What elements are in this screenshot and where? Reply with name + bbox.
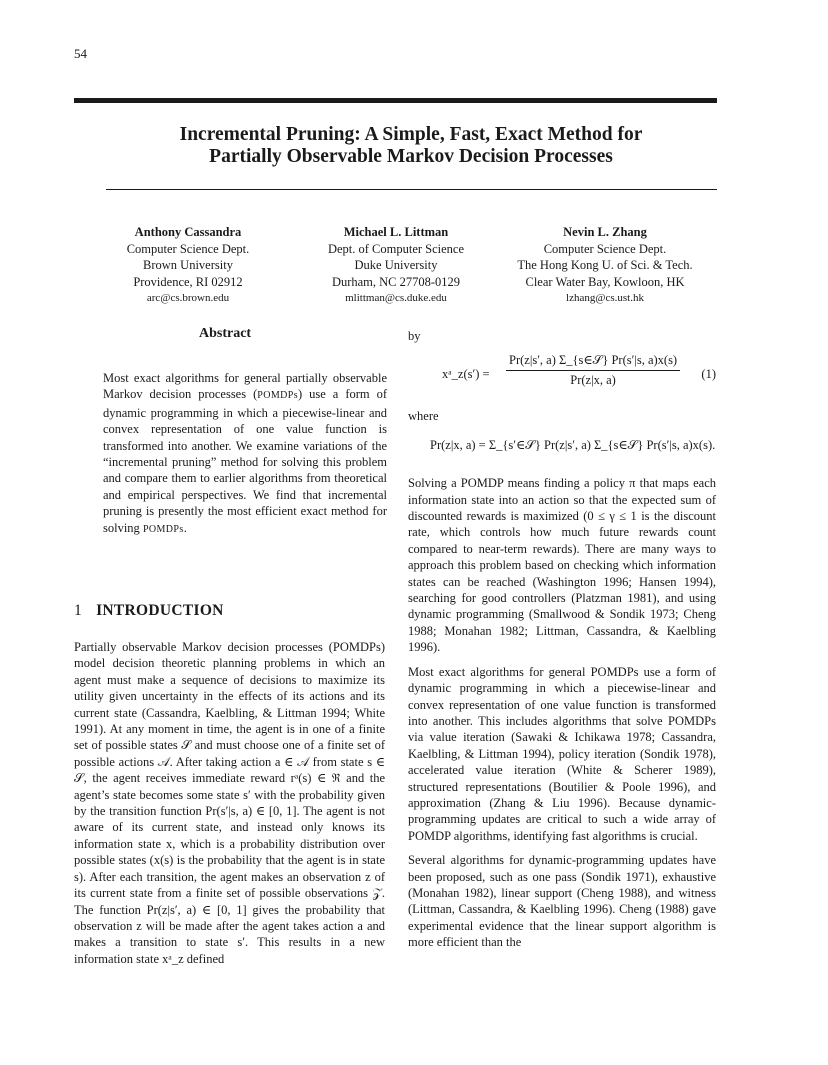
eq1-denominator: Pr(z|x, a): [570, 372, 616, 387]
abstract-text-b: ) use a form of dynamic programming in which a piecewise-linear and convex representation of one value function is transformed into another. We examine variations of the “incremental pruning” method for solving this problem and compare them to earlier algorithms from theoretical and empirical perspectives. We find that incremental pruning is presently the most efficient exact method for solving: [103, 387, 388, 535]
author-affiliation: Dept. of Computer Science: [327, 241, 465, 256]
title-rule-bottom: [106, 189, 717, 190]
author-block-1: [98, 224, 278, 307]
author-email: mlittman@cs.duke.edu: [345, 292, 447, 304]
author-affiliation: Durham, NC 27708-0129: [331, 274, 461, 289]
equation-1: [408, 352, 716, 404]
eq1-label: (1): [701, 367, 716, 382]
author-affiliation: Duke University: [354, 258, 438, 272]
where-text: where: [408, 409, 439, 424]
title-rule-top: [74, 98, 717, 103]
section-heading: [74, 602, 224, 620]
intro-text: [74, 639, 385, 967]
abstract-text-c: .: [183, 520, 187, 535]
paragraph-3: Most exact algorithms for general POMDPs use a form of dynamic programming in which a piecewise-linear and convex representation of one value function is transformed into another. This includes algorithms that solve POMDPs via value iteration (Sawaki & Ichikawa 1978; Cassandra, Kaelbling, & Littman 1994), policy iteration (Sondik 1978), accelerated value iteration (White & Scherer 1989), structured representations (Boutilier & Poole 1996), and approximation (Zhang & Liu 1996). Because dynamic-programming updates are critical to such a wide array of POMDP algorithms, identifying fast algorithms is crucial.: [408, 664, 716, 843]
eq1-lhs: xᵃ_z(s′) =: [442, 367, 490, 382]
abstract-text-a: Most exact algorithms for general partially observable Markov decision processes (: [103, 371, 387, 402]
author-name: Anthony Cassandra: [134, 225, 242, 239]
by-text: by: [408, 329, 421, 343]
author-affiliation: Brown University: [143, 258, 233, 272]
author-block-2: [296, 224, 496, 307]
pomdp-acronym: POMDPs: [257, 390, 298, 402]
section-number: 1: [74, 602, 83, 619]
title-line-2: Partially Observable Markov Decision Processes: [209, 146, 613, 167]
pomdp-acronym: POMDPs: [142, 523, 184, 535]
paragraph-2: Solving a POMDP means finding a policy π that maps each information state into an action so that the expected sum of discounted rewards is maximized (0 ≤ γ ≤ 1 is the discount rate, which controls how much future rewards count compared to near-term rewards). There are many ways to approach this problem based on checking which information states can be reached (Washington 1996; Hansen 1994), searching for good controllers (Platzman 1981), and using dynamic programming (Smallwood & Sondik 1973; Cheng 1988; Monahan 1982; Littman, Cassandra, & Kaelbling 1996).: [408, 476, 716, 655]
page-number: 54: [74, 46, 87, 61]
author-affiliation: Clear Water Bay, Kowloon, HK: [525, 274, 685, 289]
author-name: Michael L. Littman: [343, 225, 449, 239]
author-affiliation: Providence, RI 02912: [133, 274, 243, 289]
author-email: lzhang@cs.ust.hk: [566, 292, 644, 304]
author-block-3: [498, 224, 712, 307]
eq1-fraction: [506, 352, 680, 388]
abstract-heading: Abstract: [199, 326, 252, 341]
section-title: INTRODUCTION: [96, 602, 224, 619]
eq1-numerator: Pr(z|s′, a) Σ_{s∈𝒮} Pr(s′|s, a)x(s): [506, 352, 680, 370]
paragraph-4: Several algorithms for dynamic-programming updates have been proposed, such as one pass (Sondik 1971), exhaustive (Monahan 1982), linear support (Cheng 1988), and witness (Littman, Cassandra, & Kaelbling 1996). Cheng (1988) gave experimental evidence that the linear support algorithm is more efficient than the: [408, 853, 716, 950]
author-affiliation: Computer Science Dept.: [543, 241, 667, 256]
title-line-1: Incremental Pruning: A Simple, Fast, Exact Method for: [179, 124, 643, 145]
author-email: arc@cs.brown.edu: [146, 292, 230, 304]
paper-title: [74, 124, 748, 168]
equation-2: Pr(z|x, a) = Σ_{s′∈𝒮} Pr(z|s′, a) Σ_{s∈𝒮} Pr(s′|s, a)x(s).: [430, 437, 716, 452]
author-name: Nevin L. Zhang: [563, 225, 647, 239]
right-column: [408, 328, 716, 951]
abstract-text: [103, 370, 387, 538]
author-affiliation: The Hong Kong U. of Sci. & Tech.: [517, 258, 693, 272]
intro-paragraph-1: Partially observable Markov decision processes (POMDPs) model decision theoretic planning problems in which an agent must make a sequence of decisions to maximize its utility given uncertainty in the effects of its actions and its current state (Cassandra, Kaelbling, & Littman 1994; White 1991). At any moment in time, the agent is in one of a finite set of possible states 𝒮 and must choose one of a finite set of possible actions 𝒜. After taking action a ∈ 𝒜 from state s ∈ 𝒮, the agent receives immediate reward rᵃ(s) ∈ ℜ and the agent’s state becomes some state s′ with the probability given by the transition function Pr(s′|s, a) ∈ [0, 1]. The agent is not aware of its current state, and instead only knows its information state x, which is a probability distribution over possible states (x(s) is the probability that the agent is in state s). After each transition, the agent makes an observation z of its current state from a finite set of possible observations 𝒵. The function Pr(z|s′, a) ∈ [0, 1] gives the probability that observation z will be made after the agent takes action a and makes a transition to state s′. This results in a new information state xᵃ_z defined: [74, 640, 385, 966]
author-affiliation: Computer Science Dept.: [126, 241, 250, 256]
